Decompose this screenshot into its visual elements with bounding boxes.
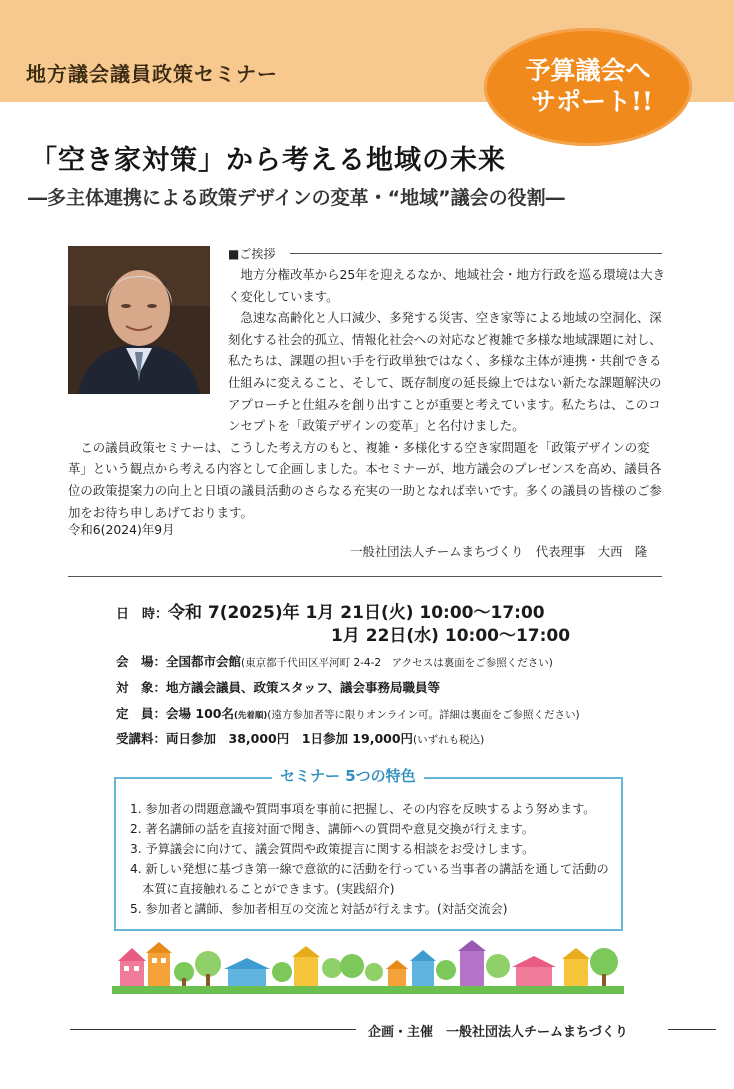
footer-rule-left: [70, 1029, 356, 1030]
badge-line2: サポート!!: [531, 87, 653, 116]
footer-organizer: 企画・主催 一般社団法人チームまちづくり: [368, 1025, 628, 1040]
date-value-2: 1月 22日(水) 10:00～17:00: [331, 626, 571, 646]
greeting-signature: 一般社団法人チームまちづくり 代表理事 大西 隆: [350, 544, 648, 559]
badge-line1: 予算議会へ: [525, 56, 651, 85]
date-value-1: 令和 7(2025)年 1月 21日(火) 10:00～17:00: [168, 603, 545, 623]
venue-value: 全国都市会館: [166, 654, 242, 669]
page-title: 「空き家対策」から考える地域の未来: [30, 145, 506, 176]
greeting-label: ■ご挨拶: [228, 247, 276, 261]
page-subtitle: ―多主体連携による政策デザインの変革・“地域”議会の役割―: [28, 187, 565, 209]
info-target: [116, 678, 440, 696]
greeting-text: [68, 264, 668, 523]
date-label: 日 時：: [116, 607, 169, 622]
fee-note: (いずれも税込): [413, 734, 485, 746]
greeting-paragraph-3: この議員政策セミナーは、こうした考え方のもと、複雑・多様化する空き家問題を「政策デザインの変革」という観点から考える内容として企画しました。本セミナーが、地方議会のプレゼンスを高め、議員各位の政策提案力の向上と日頃の議員活動のさらなる充実の一助となれば幸いです。多くの議員の皆様のご参加をお待ち申しあげております。: [68, 439, 662, 520]
greeting-rule: [290, 253, 662, 254]
capacity-note: (遠方参加者等に限りオンライン可。詳細は裏面をご参照ください): [267, 709, 580, 721]
capacity-label: 定 員：: [116, 706, 167, 721]
section-divider: [68, 576, 662, 577]
feature-item-4-cont: 本質に直接触れることができます。(実践紹介): [130, 882, 395, 896]
townscape-illustration: [112, 940, 624, 996]
feature-item-2: 2. 著名講師の話を直接対面で聞き、講師への質問や意見交換が行えます。: [130, 822, 535, 836]
info-date: [116, 598, 545, 623]
footer-rule-right: [668, 1029, 716, 1030]
support-badge: [484, 28, 692, 146]
info-capacity: [116, 704, 580, 722]
features-heading: セミナー 5つの特色: [272, 765, 424, 786]
greeting-paragraph-1: 地方分権改革から25年を迎えるなか、地域社会・地方行政を巡る環境は大きく変化しています。: [228, 267, 666, 304]
venue-note: (東京都千代田区平河町 2-4-2 アクセスは裏面をご参照ください): [241, 657, 553, 669]
feature-item-1: 1. 参加者の問題意識や質問事項を事前に把握し、その内容を反映するよう努めます。: [130, 802, 596, 816]
greeting-date: 令和6(2024)年9月: [68, 522, 175, 537]
band-title: 地方議会議員政策セミナー: [26, 62, 278, 86]
feature-item-3: 3. 予算議会に向けて、議会質問や政策提言に関する相談をお受けします。: [130, 842, 535, 856]
fee-label: 受講料：: [116, 731, 167, 746]
target-value: 地方議会議員、政策スタッフ、議会事務局職員等: [166, 680, 441, 695]
capacity-tag: (先着順): [233, 711, 268, 721]
info-venue: [116, 652, 553, 670]
target-label: 対 象：: [116, 680, 167, 695]
capacity-value: 会場 100名: [166, 706, 234, 721]
feature-item-4: 4. 新しい発想に基づき第一線で意欲的に活動を行っている当事者の講話を通して活動の: [130, 862, 609, 876]
venue-label: 会 場：: [116, 654, 167, 669]
fee-value: 両日参加 38,000円 1日参加 19,000円: [166, 731, 414, 746]
info-fee: [116, 729, 484, 747]
feature-item-5: 5. 参加者と講師、参加者相互の交流と対話が行えます。(対話交流会): [130, 902, 508, 916]
greeting-paragraph-2: 急速な高齢化と人口減少、多発する災害、空き家等による地域の空洞化、深刻化する社会的孤立、情報化社会への対応など複雑で多様な地域課題に対し、私たちは、課題の担い手を行政単独ではなく、多様な主体が連携・共創できる仕組みに変えること、そして、既存制度の延長線上ではない新たな課題解決のアプローチと仕組みを創り出すことが重要と考えています。私たちは、このコンセプトを「政策デザインの変革」と名付けました。: [228, 310, 662, 434]
